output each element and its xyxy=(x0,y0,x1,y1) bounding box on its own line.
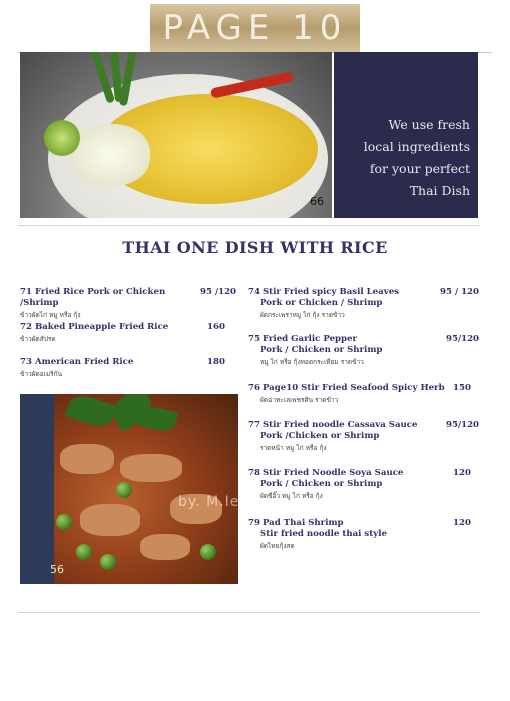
item-subtitle: Stir fried noodle thai style xyxy=(260,529,387,539)
item-price: 120 xyxy=(453,518,471,528)
meat-piece xyxy=(120,454,182,482)
meat-piece xyxy=(60,444,114,474)
item-thai-name: ข้าวผัดสัปรด xyxy=(20,335,56,343)
item-name: 77 Stir Fried noodle Cassava Sauce xyxy=(248,420,418,430)
menu-item-78 xyxy=(248,468,438,501)
slogan-line: local ingredients xyxy=(363,139,470,154)
item-price: 160 xyxy=(207,322,225,332)
hero-food-photo xyxy=(20,52,332,218)
pea-eggplant xyxy=(100,554,116,570)
item-name: 79 Pad Thai Shrimp xyxy=(248,518,344,528)
item-name: 76 Page10 Stir Fried Seafood Spicy Herb xyxy=(248,383,445,393)
item-name: 78 Stir Fried Noodle Soya Sauce xyxy=(248,468,404,478)
item-name: 73 American Fried Rice xyxy=(20,357,134,367)
pea-eggplant xyxy=(56,514,72,530)
menu-item-74 xyxy=(248,287,438,320)
slogan-line: for your perfect xyxy=(369,161,470,176)
item-name: 72 Baked Pineapple Fried Rice xyxy=(20,322,169,332)
item-price: 150 xyxy=(453,383,471,393)
pea-eggplant xyxy=(200,544,216,560)
logo-text: PAGE 10 xyxy=(162,8,348,48)
watermark: by. M.Ie xyxy=(178,494,240,510)
item-subtitle: Pork / Chicken or Shrimp xyxy=(260,345,383,355)
item-thai-name: ผัดฉ่าทะเลเพชรศิน ราดข้าว xyxy=(260,396,339,404)
item-price: 95 /120 xyxy=(200,287,237,297)
pea-eggplant xyxy=(116,482,132,498)
section-divider xyxy=(18,225,480,226)
item-price: 95 / 120 xyxy=(440,287,480,297)
basil-leaf xyxy=(138,404,178,435)
item-price: 180 xyxy=(207,357,225,367)
slogan-panel xyxy=(334,52,478,218)
item-thai-name: ราดหน้า หมู ไก่ หรือ กุ้ง xyxy=(260,444,327,452)
menu-item-72 xyxy=(20,322,200,344)
item-name: 75 Fried Garlic Pepper xyxy=(248,334,358,344)
item-price: 95/120 xyxy=(446,420,480,430)
photo-shadow xyxy=(20,394,54,584)
menu-item-77 xyxy=(248,420,438,453)
photo-page-number: 66 xyxy=(310,195,324,208)
menu-item-76 xyxy=(248,383,448,405)
pea-eggplant xyxy=(76,544,92,560)
item-price: 95/120 xyxy=(446,334,480,344)
page10-logo xyxy=(150,4,360,52)
item-name: 71 Fried Rice Pork or Chicken /Shrimp xyxy=(20,287,166,308)
menu-item-79 xyxy=(248,518,438,551)
curry-food-photo xyxy=(20,394,238,584)
section-title: THAI ONE DISH WITH RICE xyxy=(122,238,388,257)
slogan-line: We use fresh xyxy=(388,117,470,132)
menu-item-71 xyxy=(20,287,200,320)
item-subtitle: Pork or Chicken / Shrimp xyxy=(260,298,383,308)
meat-piece xyxy=(140,534,190,560)
bottom-divider xyxy=(18,612,480,613)
slogan-line: Thai Dish xyxy=(409,183,470,198)
item-thai-name: ผัดกระเพราหมู ไก่ กุ้ง ราดข้าว xyxy=(260,311,345,319)
meat-piece xyxy=(80,504,140,536)
item-price: 120 xyxy=(453,468,471,478)
menu-item-73 xyxy=(20,357,200,379)
basil-leaf xyxy=(65,394,117,431)
lime-wedge xyxy=(44,120,80,156)
bean-sprouts xyxy=(70,124,150,186)
item-name: 74 Stir Fried spicy Basil Leaves xyxy=(248,287,400,297)
item-subtitle: Pork /Chicken or Shrimp xyxy=(260,431,380,441)
item-thai-name: ข้าวผัดไก่ หมู หรือ กุ้ง xyxy=(20,311,81,319)
photo-page-number: 56 xyxy=(50,563,64,576)
item-thai-name: ผัดไทยกุ้งสด xyxy=(260,542,295,550)
item-subtitle: Pork / Chicken or Shrimp xyxy=(260,479,383,489)
item-thai-name: หมู ไก่ หรือ กุ้งทอดกระเทียม ราดข้าว xyxy=(260,358,364,366)
item-thai-name: ข้าวผัดอเมริกัน xyxy=(20,370,63,378)
menu-item-75 xyxy=(248,334,438,367)
item-thai-name: ผัดซีอิ๊ว หมู ไก่ หรือ กุ้ง xyxy=(260,492,323,500)
